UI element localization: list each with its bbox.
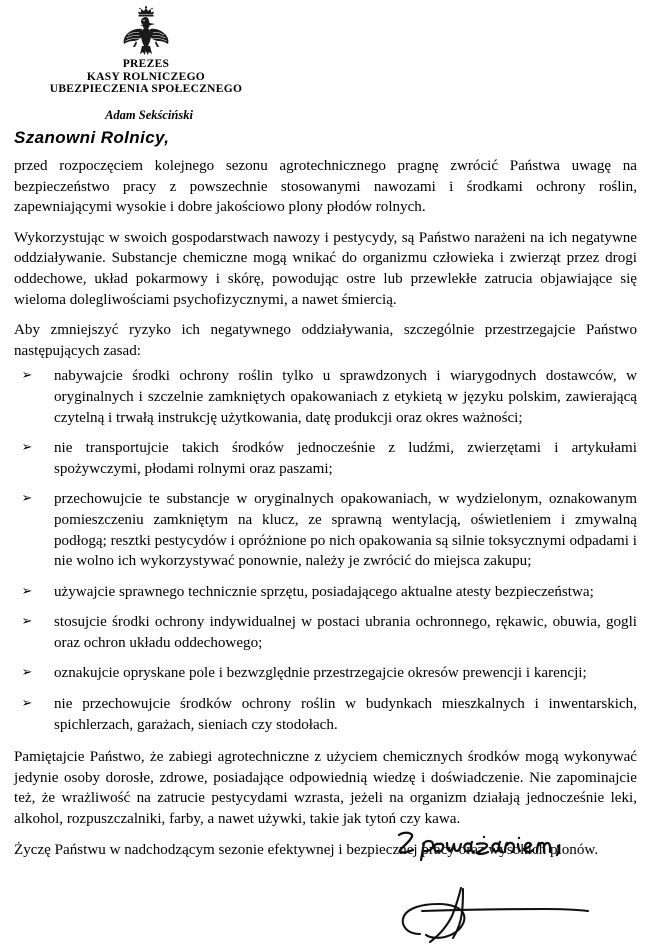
bullet-arrow-icon: ➢ xyxy=(21,696,33,712)
list-item xyxy=(14,612,637,653)
letter-body xyxy=(14,128,637,870)
list-item-text: nie przechowujcie środków ochrony roślin w budynkach mieszkalnych i inwentarskich, spichlerzach, garażach, sieniach czy stodołach. xyxy=(54,696,637,733)
office-line-3: UBEZPIECZENIA SPOŁECZNEGO xyxy=(49,83,243,96)
polish-eagle-emblem-icon xyxy=(118,6,174,56)
list-item xyxy=(14,366,637,428)
list-item-text: oznakujcie opryskane pole i bezwzględnie przestrzegajcie okresów prewencji i karencji; xyxy=(54,665,587,682)
bullet-arrow-icon: ➢ xyxy=(21,440,33,456)
list-item-text: nabywajcie środki ochrony roślin tylko u sprawdzonych i wiarygodnych dostawców, w oryginalnych i szczelnie zamkniętych opakowaniach z etykietą w języku polskim, zawierającą czytelną i trwałą instrukcję użytkowania, datę produkcji oraz okres ważności; xyxy=(54,368,637,426)
list-item-text: używajcie sprawnego technicznie sprzętu, posiadającego aktualne atesty bezpieczeństwa; xyxy=(54,583,594,600)
list-item xyxy=(14,489,637,571)
closing-paragraph-2: Życzę Państwu w nadchodzącym sezonie efektywnej i bezpiecznej pracy oraz wysokich plonów. xyxy=(14,841,599,858)
bullet-arrow-icon: ➢ xyxy=(21,614,33,630)
list-item xyxy=(14,663,637,684)
list-item-text: nie transportujcie takich środków jednocześnie z ludźmi, zwierzętami i artykułami spożywczymi, płodami rolnymi oraz paszami; xyxy=(54,440,637,477)
intro-paragraph-2: Wykorzystując w swoich gospodarstwach nawozy i pestycydy, są Państwo narażeni na ich negatywne oddziaływanie. Substancje chemiczne mogą wnikać do organizmu człowieka i zwierząt przez drogi oddechowe, układ pokarmowy i skórę, powodując ostre lub przewlekłe zatrucia objawiające się wieloma dolegliwościami psychofizycznymi, a nawet śmiercią. xyxy=(14,229,637,308)
bullet-arrow-icon: ➢ xyxy=(21,368,33,384)
bullet-arrow-icon: ➢ xyxy=(21,491,33,507)
safety-rules-list xyxy=(14,366,637,735)
office-line-1: PREZES xyxy=(122,58,170,70)
letterhead xyxy=(0,0,292,123)
list-item xyxy=(14,694,637,735)
president-name: Adam Sekściński xyxy=(105,107,193,122)
list-item xyxy=(14,582,637,603)
bullet-arrow-icon: ➢ xyxy=(21,665,33,681)
office-line-2: KASY ROLNICZEGO xyxy=(86,70,206,83)
intro-paragraph-3: Aby zmniejszyć ryzyko ich negatywnego oddziaływania, szczególnie przestrzegajcie Państwo następujących zasad: xyxy=(14,322,637,359)
salutation: Szanowni Rolnicy, xyxy=(14,128,170,147)
intro-paragraph-1: przed rozpoczęciem kolejnego sezonu agrotechnicznego pragnę zwrócić Państwa uwagę na bezpieczeństwo pracy z powszechnie stosowanymi nawozami i środkami ochrony roślin, zapewniającymi wysokie i dobre jakościowo plony płodów rolnych. xyxy=(14,158,637,216)
closing-paragraph-1: Pamiętajcie Państwo, że zabiegi agrotechniczne z użyciem chemicznych środków mogą wykonywać jedynie osoby dorosłe, zdrowe, posiadające odpowiednią wiedzę i doświadczenie. Nie zapominajcie też, że wrażliwość na zatrucie pestycydami wzrasta, jeżeli na organizm działają jednocześnie leki, alkohol, rozpuszczalniki, farby, a nawet używki, takie jak tytoń czy kawa. xyxy=(14,749,637,828)
list-item xyxy=(14,438,637,479)
handwritten-signature-icon xyxy=(360,822,640,948)
list-item-text: stosujcie środki ochrony indywidualnej w postaci ubrania ochronnego, rękawic, obuwia, gogli oraz ochron układu oddechowego; xyxy=(54,614,637,651)
bullet-arrow-icon: ➢ xyxy=(21,583,33,599)
list-item-text: przechowujcie te substancje w oryginalnych opakowaniach, w wydzielonym, oznakowanym pomieszczeniu zamkniętym na klucz, ze sprawną wentylacją, oświetleniem i zmywalną podłogą; resztki pestycydów i opróżnione po nich opakowania są silnie toksycznymi odpadami i nie wolno ich wykorzystywać ponownie, należy je zwrócić do miejsca zakupu; xyxy=(54,491,637,570)
signature-block xyxy=(360,822,640,948)
